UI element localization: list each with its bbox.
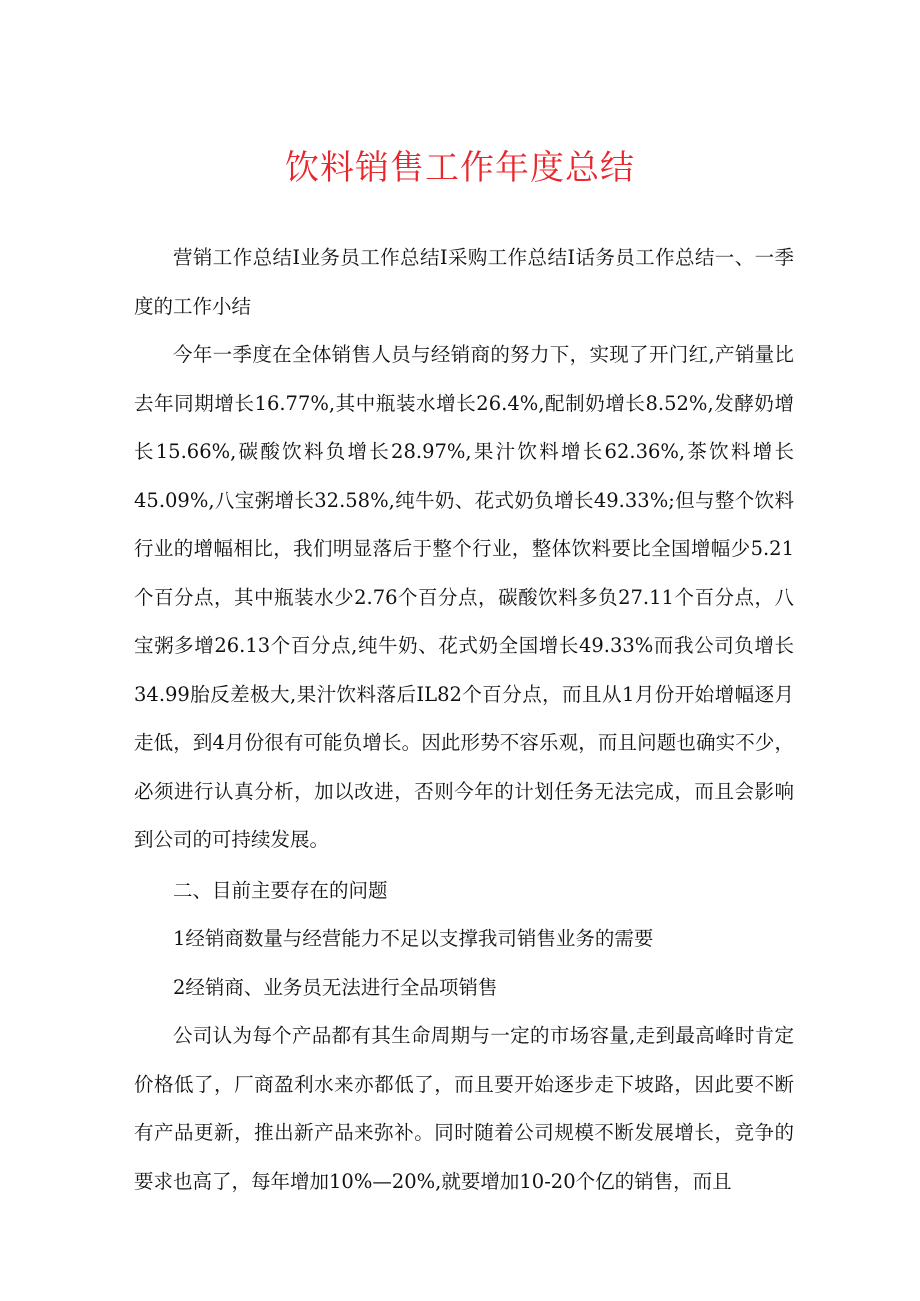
document-body xyxy=(134,234,794,1206)
paragraph-product-lifecycle: 公司认为每个产品都有其生命周期与一定的市场容量,走到最高峰时肯定价格低了，厂商盈利水来亦都低了，而且要开始逐步走下坡路，因此要不断有产品更新，推出新产品来弥补。同时随着公司规模不断发展增长，竞争的要求也高了，每年增加10%—20%,就要增加10-20个亿的销售，而且 xyxy=(134,1024,794,1193)
list-item-problem-1: 1经销商数量与经营能力不足以支撑我司销售业务的需要 xyxy=(173,927,654,950)
list-item-problem-2: 2经销商、业务员无法进行全品项销售 xyxy=(173,975,498,999)
section-heading-problems: 二、目前主要存在的问题 xyxy=(173,878,388,902)
paragraph-intro: 营销工作总结I业务员工作总结I采购工作总结I话务员工作总结一、一季度的工作小结 xyxy=(134,246,794,318)
document-title: 饮料销售工作年度总结 xyxy=(285,148,635,188)
paragraph-q1-summary: 今年一季度在全体销售人员与经销商的努力下，实现了开门红,产销量比去年同期增长16.77%,其中瓶装水增长26.4%,配制奶增长8.52%,发酵奶增长15.66%,碳酸饮料负增长28.97%,果汁饮料增长62.36%,茶饮料增长45.09%,八宝粥增长32.58%,纯牛奶、花式奶负增长49.33%;但与整个饮料行业的增幅相比，我们明显落后于整个行业，整体饮料要比全国增幅少5.21个百分点，其中瓶装水少2.76个百分点，碳酸饮料多负27.11个百分点，八宝粥多增26.13个百分点,纯牛奶、花式奶全国增长49.33%而我公司负增长34.99胎反差极大,果汁饮料落后IL82个百分点，而且从1月份开始增幅逐月走低，到4月份很有可能负增长。因此形势不容乐观，而且问题也确实不少，必须进行认真分析，加以改进，否则今年的计划任务无法完成，而且会影响到公司的可持续发展。 xyxy=(134,343,794,851)
